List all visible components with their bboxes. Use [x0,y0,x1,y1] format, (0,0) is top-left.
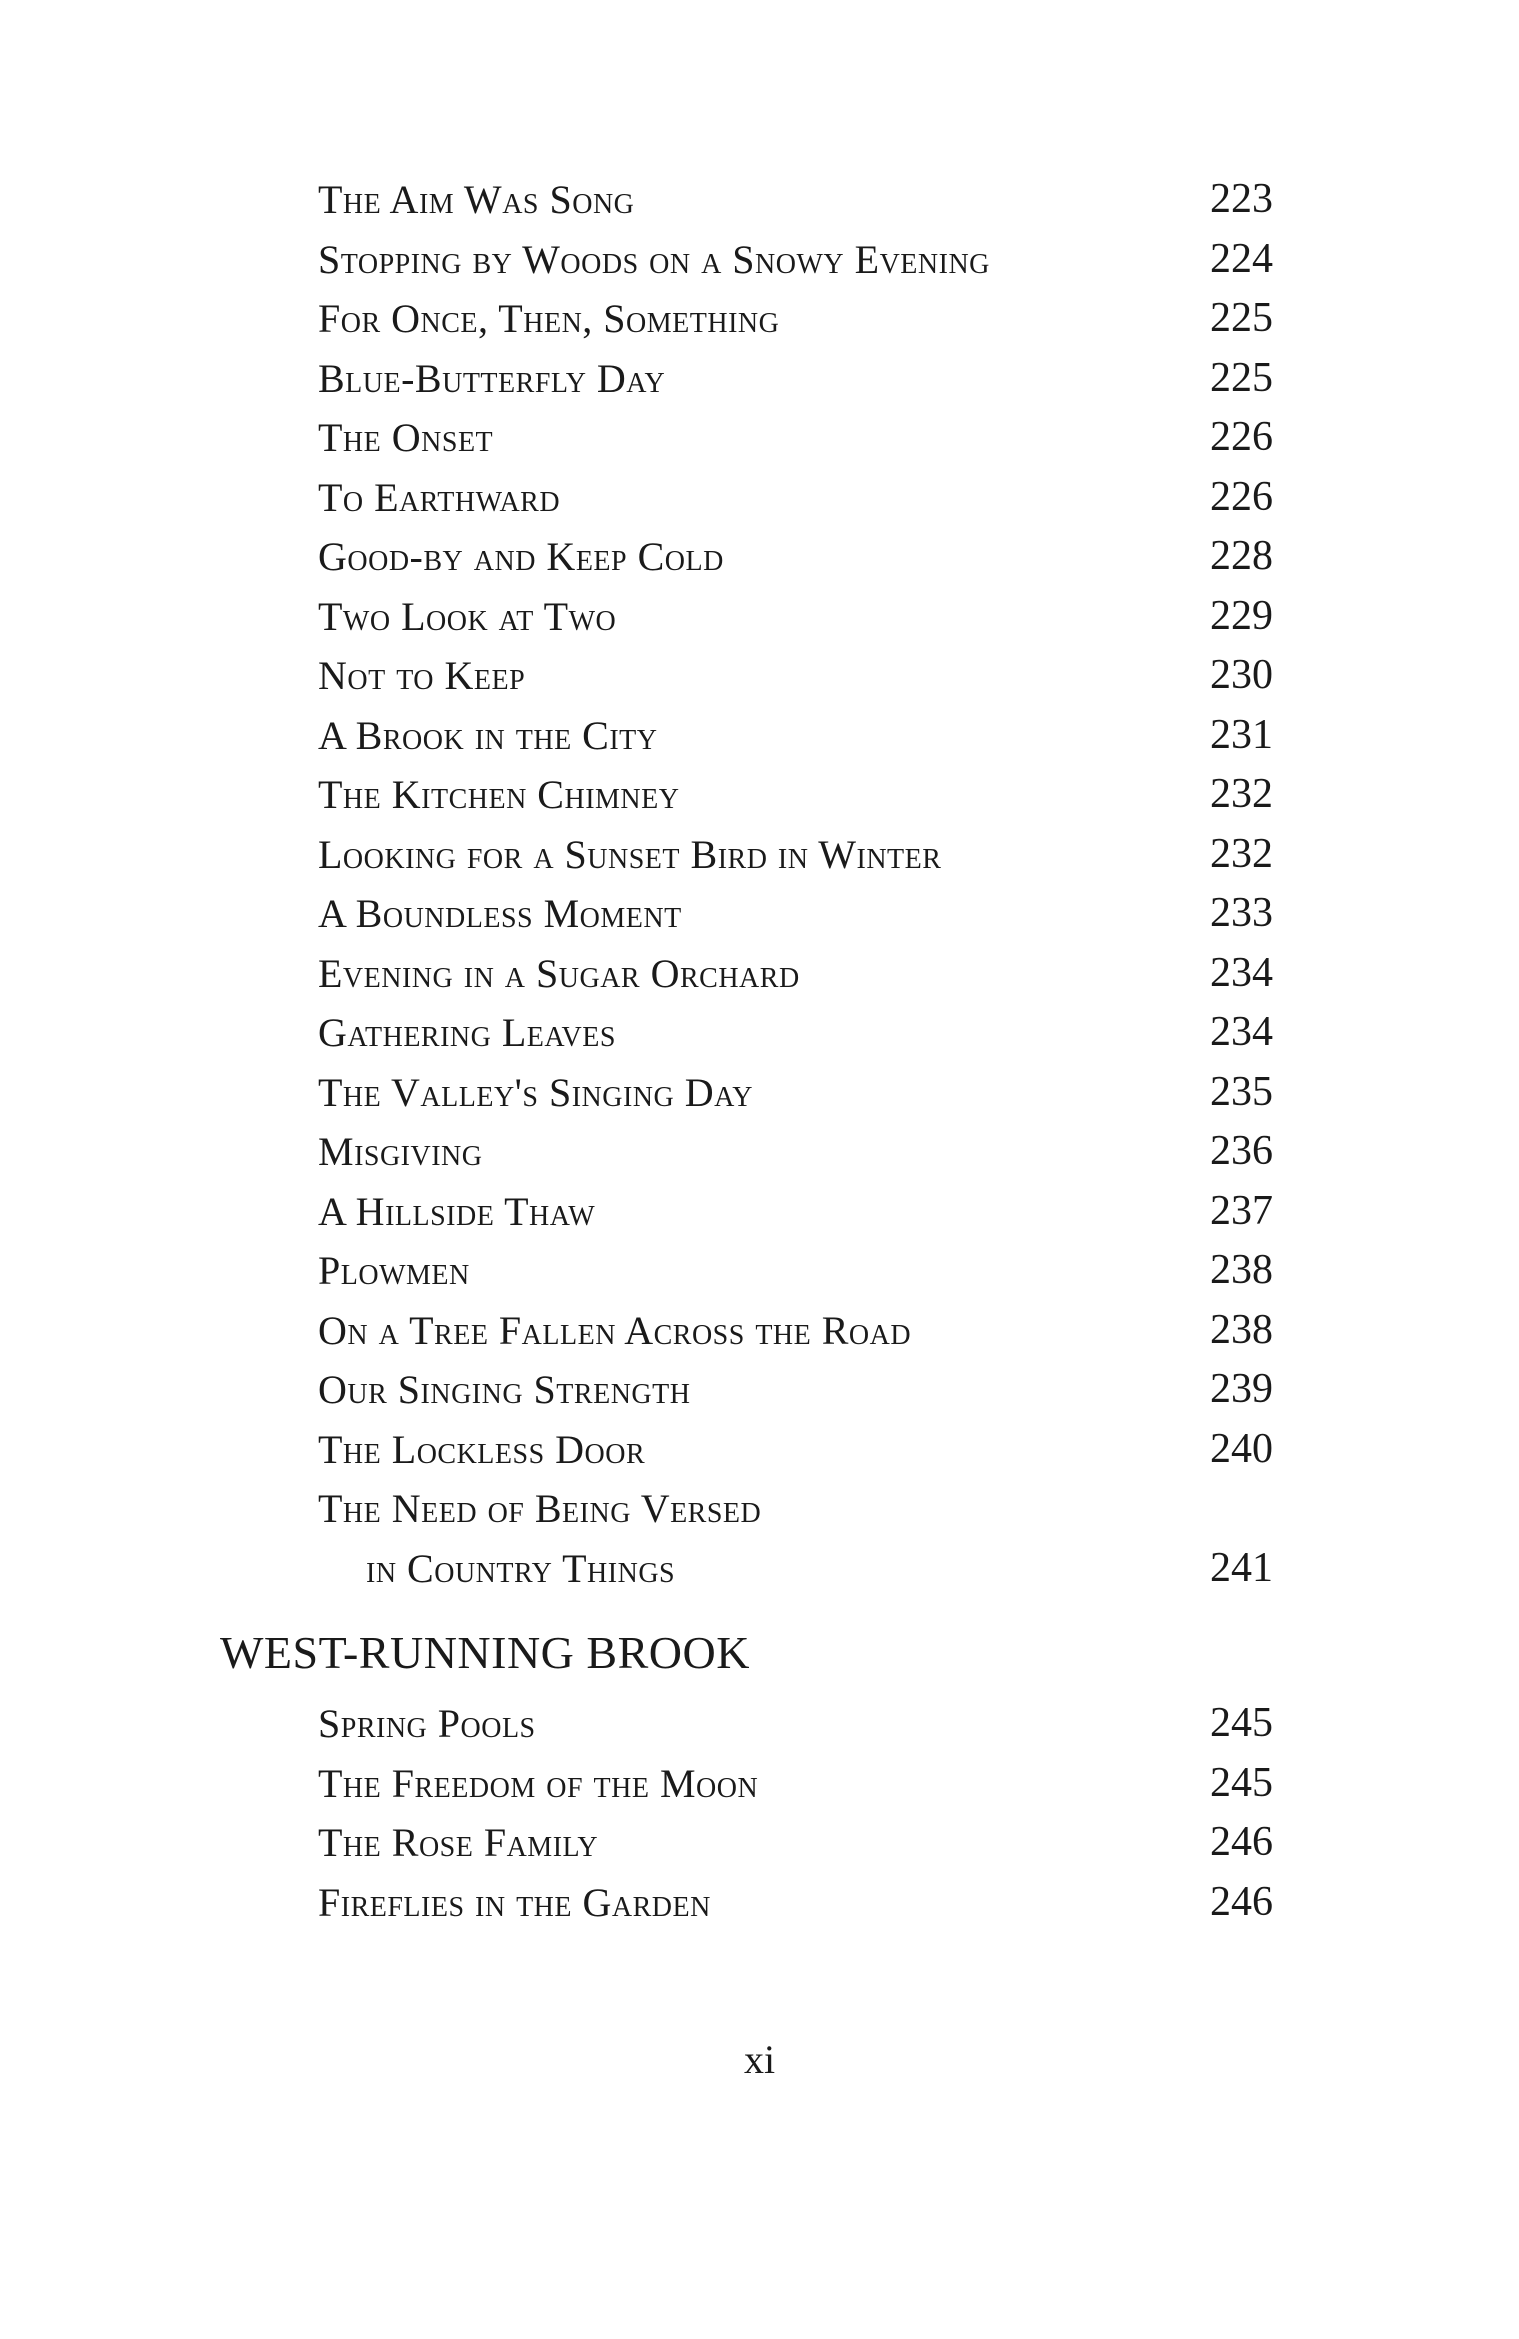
entry-title: A Brook in the City [318,712,658,758]
entry-title: Looking for a Sunset Bird in Winter [318,831,942,877]
entry-page-number: 225 [1210,354,1273,401]
contents-entry [318,1241,1273,1301]
contents-entry [318,289,1273,349]
entry-page-number: 228 [1210,533,1273,579]
entry-title: The Rose Family [318,1820,599,1865]
contents-entry [318,170,1273,230]
entry-page-number: 239 [1210,1366,1273,1412]
entry-page-number: 240 [1210,1425,1273,1472]
contents-entry [318,884,1273,944]
contents-entry [318,1694,1273,1754]
entry-page-number: 232 [1210,830,1273,877]
contents-entry [318,825,1273,885]
entry-page-number: 230 [1210,652,1273,698]
contents-entry [318,765,1273,825]
contents-entry [318,706,1273,766]
entry-page-number: 225 [1210,295,1273,341]
entry-title: Two Look at Two [318,593,617,639]
entry-title: For Once, Then, Something [318,296,780,341]
entry-page-number: 234 [1210,949,1273,996]
entry-page-number: 235 [1210,1068,1273,1115]
page-number-folio: xi [743,2037,776,2082]
entry-page-number: 237 [1210,1187,1273,1234]
contents-entry [318,646,1273,706]
contents-entry [318,1813,1273,1873]
contents-entry [318,468,1273,528]
entry-page-number: 236 [1210,1128,1273,1174]
contents-list [318,170,1273,1598]
entry-page-number: 224 [1210,235,1273,282]
contents-entry [318,587,1273,647]
entry-title-continuation: in Country Things [366,1545,676,1591]
entry-page-number: 238 [1210,1247,1273,1293]
contents-entry [318,1360,1273,1420]
section-heading: WEST-RUNNING BROOK [220,1627,750,1678]
entry-title: The Lockless Door [318,1426,646,1472]
contents-entry [318,230,1273,290]
entry-page-number: 234 [1210,1009,1273,1055]
entry-title: Evening in a Sugar Orchard [318,950,800,996]
entry-title: Blue-Butterfly Day [318,355,666,401]
contents-entry [318,1182,1273,1242]
section-contents-list [318,1694,1273,1932]
entry-title: Our Singing Strength [318,1367,691,1412]
contents-entry [318,1873,1273,1933]
contents-entry [318,349,1273,409]
entry-page-number: 233 [1210,890,1273,936]
entry-title: Spring Pools [318,1701,536,1746]
entry-title: The Aim Was Song [318,177,635,222]
entry-page-number: 226 [1210,414,1273,460]
entry-title: Good-by and Keep Cold [318,534,724,579]
entry-page-number: 241 [1210,1544,1273,1591]
entry-page-number: 246 [1210,1878,1273,1925]
entry-title: The Kitchen Chimney [318,772,680,817]
entry-page-number: 246 [1210,1819,1273,1865]
entry-title: The Valley's Singing Day [318,1069,753,1115]
contents-entry [318,1122,1273,1182]
contents-entry [318,408,1273,468]
entry-title: To Earthward [318,474,561,520]
entry-page-number: 231 [1210,711,1273,758]
contents-entry [318,1003,1273,1063]
contents-entry [318,1420,1273,1480]
entry-title: The Freedom of the Moon [318,1760,759,1806]
entry-title [318,1479,761,1598]
entry-title-line: The Need of Being Versed [318,1486,762,1531]
entry-title: The Onset [318,415,494,460]
entry-page-number: 223 [1210,176,1273,222]
entry-title: Gathering Leaves [318,1010,616,1055]
entry-title: A Boundless Moment [318,891,682,936]
entry-title: Fireflies in the Garden [318,1879,711,1925]
entry-title: A Hillside Thaw [318,1188,596,1234]
entry-title: Misgiving [318,1129,483,1174]
entry-page-number: 229 [1210,592,1273,639]
entry-page-number: 245 [1210,1759,1273,1806]
entry-page-number: 245 [1210,1700,1273,1746]
contents-entry [318,1063,1273,1123]
contents-entry [318,944,1273,1004]
contents-entry [318,1479,1273,1598]
entry-page-number: 238 [1210,1306,1273,1353]
entry-title: Plowmen [318,1248,470,1293]
contents-entry [318,1301,1273,1361]
entry-title: Stopping by Woods on a Snowy Evening [318,236,990,282]
entry-title: On a Tree Fallen Across the Road [318,1307,912,1353]
entry-page-number: 226 [1210,473,1273,520]
contents-entry [318,527,1273,587]
entry-title: Not to Keep [318,653,526,698]
entry-page-number: 232 [1210,771,1273,817]
contents-entry [318,1754,1273,1814]
